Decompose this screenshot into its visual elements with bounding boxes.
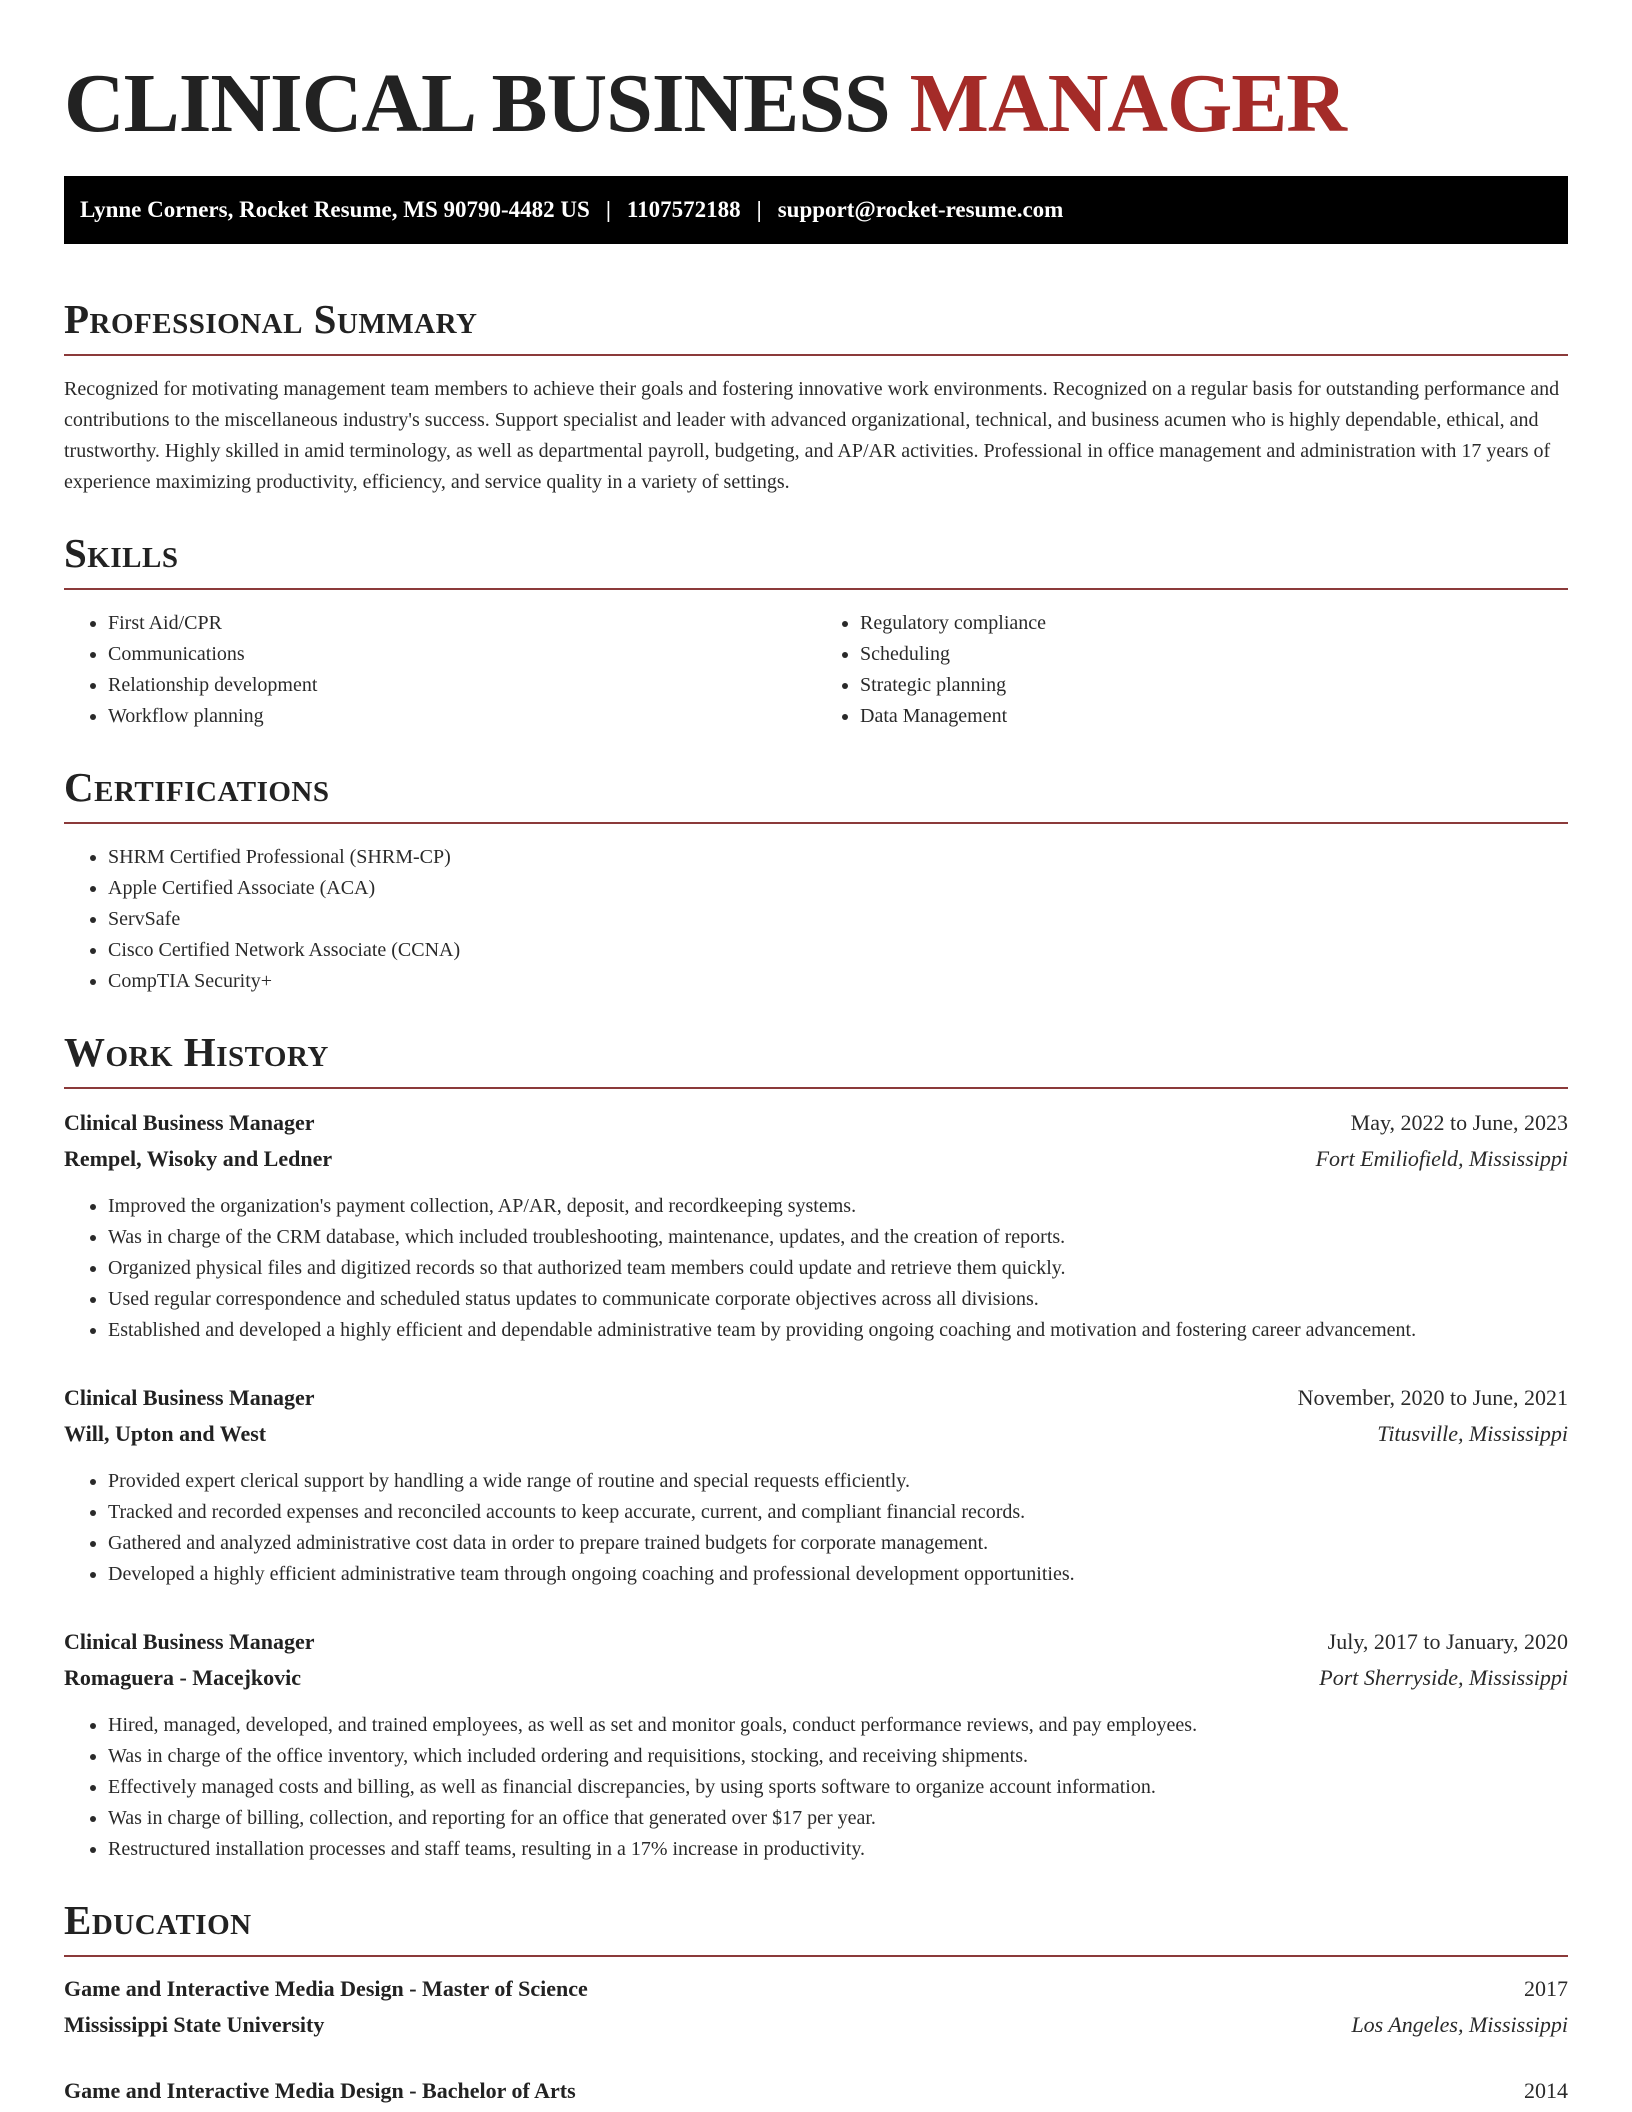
section-divider	[64, 1955, 1568, 1957]
skill-item: • Relationship development	[108, 670, 816, 701]
job-dates: November, 2020 to June, 2021	[1297, 1385, 1568, 1410]
skill-item: • Communications	[108, 639, 816, 670]
education-location: Los Angeles, Mississippi	[1351, 2012, 1568, 2037]
skills-columns	[64, 590, 1568, 732]
job-bullet: • Tracked and recorded expenses and reconciled accounts to keep accurate, current, and compliant financial records.	[108, 1497, 1568, 1528]
resume-title	[64, 0, 1568, 152]
job-entry	[64, 1624, 1568, 1865]
job-subheader	[64, 1416, 1568, 1452]
summary-section	[64, 294, 1568, 498]
job-company: Rempel, Wisoky and Ledner	[64, 1146, 333, 1171]
job-location: Port Sherryside, Mississippi	[1319, 1665, 1568, 1690]
section-heading-summary: Professional Summary	[64, 296, 478, 342]
summary-text: Recognized for motivating management team members to achieve their goals and fostering innovative work environments. Recognized on a regular basis for outstanding performance and contributions to the miscellaneous industry's success. Support specialist and leader with advanced organizational, technical, and business acumen who is highly dependable, ethical, and trustworthy. Highly skilled in amid terminology, as well as departmental payroll, budgeting, and AP/AR activities. Professional in office management and administration with 17 years of experience maximizing productivity, efficiency, and service quality in a variety of settings.	[64, 378, 1560, 493]
contact-phone: 1107572188	[626, 197, 741, 222]
education-year: 2017	[1524, 1976, 1568, 2001]
job-bullet: • Provided expert clerical support by handling a wide range of routine and special requests efficiently.	[108, 1466, 1568, 1497]
job-bullet: • Was in charge of the office inventory, which included ordering and requisitions, stocking, and receiving shipments.	[108, 1741, 1568, 1772]
section-heading-work-history: Work History	[64, 1029, 329, 1075]
job-dates: July, 2017 to January, 2020	[1327, 1629, 1568, 1654]
certification-item: • CompTIA Security+	[108, 966, 1568, 997]
job-bullet: • Established and developed a highly efficient and dependable administrative team by providing ongoing coaching and motivation and fostering career advancement.	[108, 1315, 1568, 1346]
skill-item: • Regulatory compliance	[860, 608, 1568, 639]
section-divider	[64, 354, 1568, 356]
certification-item: • SHRM Certified Professional (SHRM-CP)	[108, 842, 1568, 873]
job-bullet: • Gathered and analyzed administrative cost data in order to prepare trained budgets for corporate management.	[108, 1528, 1568, 1559]
education-degree: Game and Interactive Media Design - Master of Science	[64, 1976, 588, 2001]
education-header	[64, 2073, 1568, 2109]
education-header	[64, 1971, 1568, 2007]
skills-section	[64, 528, 1568, 732]
job-bullets	[64, 1466, 1568, 1590]
section-heading-certifications: Certifications	[64, 764, 330, 810]
work-history-section	[64, 1027, 1568, 1865]
title-main: CLINICAL BUSINESS	[64, 57, 890, 150]
job-dates: May, 2022 to June, 2023	[1350, 1110, 1568, 1135]
skill-item: • Strategic planning	[860, 670, 1568, 701]
job-entry	[64, 1380, 1568, 1590]
contact-separator: |	[605, 197, 611, 222]
certification-item: • Cisco Certified Network Associate (CCNA)	[108, 935, 1568, 966]
job-header	[64, 1380, 1568, 1416]
education-subheader	[64, 2007, 1568, 2043]
education-school: Mississippi State University	[64, 2012, 325, 2037]
job-bullet: • Effectively managed costs and billing, as well as financial discrepancies, by using sports software to organize account information.	[108, 1772, 1568, 1803]
job-header	[64, 1624, 1568, 1660]
education-year: 2014	[1524, 2078, 1568, 2103]
job-header	[64, 1105, 1568, 1141]
job-subheader	[64, 1660, 1568, 1696]
job-bullet: • Restructured installation processes and staff teams, resulting in a 17% increase in productivity.	[108, 1834, 1568, 1865]
job-bullets	[64, 1710, 1568, 1865]
job-bullet: • Organized physical files and digitized records so that authorized team members could update and retrieve them quickly.	[108, 1253, 1568, 1284]
skill-item: • Scheduling	[860, 639, 1568, 670]
contact-address: Lynne Corners, Rocket Resume, MS 90790-4482 US	[80, 197, 590, 222]
job-title: Clinical Business Manager	[64, 1385, 315, 1410]
job-bullet: • Hired, managed, developed, and trained employees, as well as set and monitor goals, conduct performance reviews, and pay employees.	[108, 1710, 1568, 1741]
certification-item: • Apple Certified Associate (ACA)	[108, 873, 1568, 904]
skill-item: • Workflow planning	[108, 701, 816, 732]
contact-bar	[64, 176, 1568, 244]
job-bullets	[64, 1191, 1568, 1346]
job-bullet: • Was in charge of billing, collection, and reporting for an office that generated over $17 per year.	[108, 1803, 1568, 1834]
certifications-section	[64, 762, 1568, 997]
job-bullet: • Improved the organization's payment collection, AP/AR, deposit, and recordkeeping systems.	[108, 1191, 1568, 1222]
title-accent: MANAGER	[909, 57, 1346, 150]
skills-list-left	[64, 608, 816, 732]
education-section	[64, 1895, 1568, 2109]
education-degree: Game and Interactive Media Design - Bachelor of Arts	[64, 2078, 576, 2103]
contact-email: support@rocket-resume.com	[777, 197, 1064, 222]
section-heading-skills: Skills	[64, 530, 179, 576]
education-entry	[64, 2073, 1568, 2109]
job-subheader	[64, 1141, 1568, 1177]
section-divider	[64, 822, 1568, 824]
job-bullet: • Used regular correspondence and scheduled status updates to communicate corporate objectives across all divisions.	[108, 1284, 1568, 1315]
job-entry	[64, 1105, 1568, 1346]
education-entry	[64, 1971, 1568, 2043]
section-heading-education: Education	[64, 1897, 252, 1943]
job-location: Titusville, Mississippi	[1377, 1421, 1568, 1446]
certifications-list	[64, 842, 1568, 997]
job-title: Clinical Business Manager	[64, 1110, 315, 1135]
job-title: Clinical Business Manager	[64, 1629, 315, 1654]
job-company: Romaguera - Macejkovic	[64, 1665, 302, 1690]
certification-item: • ServSafe	[108, 904, 1568, 935]
contact-separator: |	[756, 197, 762, 222]
skill-item: • Data Management	[860, 701, 1568, 732]
job-company: Will, Upton and West	[64, 1421, 267, 1446]
job-bullet: • Was in charge of the CRM database, which included troubleshooting, maintenance, updates, and the creation of reports.	[108, 1222, 1568, 1253]
skills-list-right	[816, 608, 1568, 732]
job-location: Fort Emiliofield, Mississippi	[1315, 1146, 1568, 1171]
section-divider	[64, 1087, 1568, 1089]
skill-item: • First Aid/CPR	[108, 608, 816, 639]
job-bullet: • Developed a highly efficient administrative team through ongoing coaching and professional development opportunities.	[108, 1559, 1568, 1590]
